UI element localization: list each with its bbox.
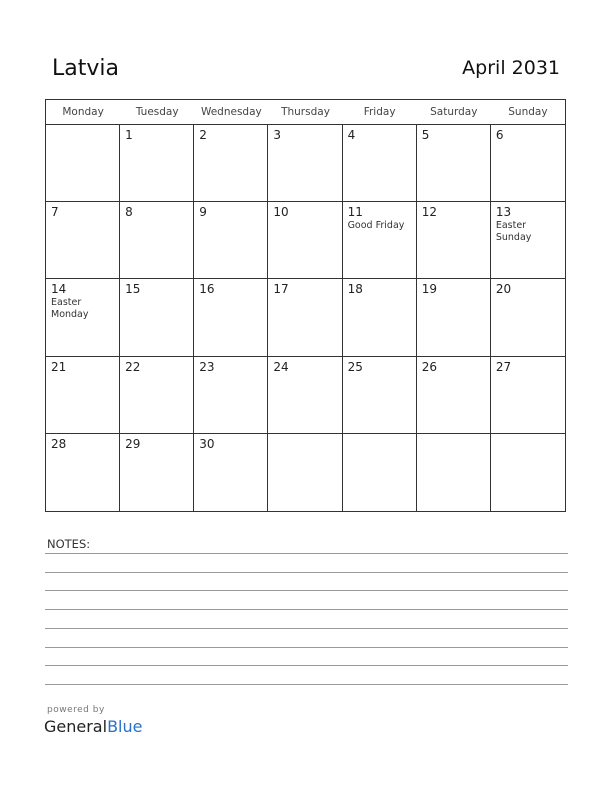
day-number: 2 [199,128,207,142]
day-number: 23 [199,359,215,374]
holiday-label: Monday [51,309,89,321]
note-line [45,590,568,591]
day-number: 9 [199,205,207,220]
note-line [45,553,568,554]
calendar-grid [45,99,566,512]
day-cell [46,357,120,433]
day-number: 30 [199,436,215,451]
note-line [45,665,568,666]
brand-general: General [44,717,108,736]
day-cell [194,434,268,511]
day-cell [120,202,194,278]
note-line [45,684,568,685]
day-cell [268,357,342,433]
day-cell [268,279,342,355]
day-number: 8 [125,205,133,220]
day-number: 24 [273,359,289,374]
dow-friday: Friday [363,106,396,118]
note-line [45,609,568,610]
note-line [45,572,568,573]
day-cell [417,434,491,511]
dow-wednesday: Wednesday [200,106,262,118]
day-number: 11 [347,205,363,220]
day-cell [120,434,194,511]
day-number: 29 [125,436,141,451]
day-number: 27 [495,359,512,374]
day-cell [491,202,565,278]
day-cell [194,202,268,278]
day-cell [46,279,120,355]
generalblue-logo [44,717,142,736]
day-cell [46,202,120,278]
day-cell [491,125,565,201]
header-month: April 2031 [462,57,560,79]
day-cell [120,125,194,201]
dow-sunday: Sunday [508,106,548,118]
day-number: 3 [273,128,282,142]
powered-by-text: powered by [47,705,105,715]
day-cell [268,125,342,201]
day-number: 19 [421,282,437,297]
day-cell [343,202,417,278]
brand-blue: Blue [107,717,143,736]
dow-saturday: Saturday [430,106,478,118]
day-cell [417,279,491,355]
holiday-label: Good Friday [347,220,405,232]
day-cell [46,125,120,201]
week-row [46,434,565,511]
day-number: 13 [495,205,512,220]
day-cell [46,434,120,511]
day-cell [268,202,342,278]
day-cell [120,279,194,355]
day-cell [194,125,268,201]
week-row [46,357,565,434]
day-number: 4 [347,128,356,142]
holiday-label: Sunday [495,232,532,244]
day-number: 26 [421,359,437,374]
week-row [46,202,565,279]
day-number: 21 [51,359,67,374]
day-cell [491,357,565,433]
day-cell [343,357,417,433]
holiday-label: Easter [495,220,527,232]
header-country: Latvia [52,56,119,81]
notes-label: NOTES: [47,537,91,551]
day-number: 15 [125,282,141,297]
note-line [45,628,568,629]
day-number: 1 [125,128,133,142]
day-cell [343,279,417,355]
day-cell [343,125,417,201]
day-number: 20 [495,282,512,297]
calendar-weeks [46,125,565,511]
day-number: 18 [347,282,363,297]
day-number: 25 [347,359,363,374]
week-row [46,279,565,356]
day-cell [417,202,491,278]
day-number: 7 [51,205,59,220]
day-number: 10 [273,205,289,220]
week-row [46,125,565,202]
note-line [45,647,568,648]
day-cell [194,279,268,355]
day-cell [194,357,268,433]
day-number: 17 [273,282,289,297]
day-cell [491,434,565,511]
dow-monday: Monday [62,106,104,118]
day-cell [417,125,491,201]
day-number: 12 [421,205,437,220]
day-cell [343,434,417,511]
day-cell [417,357,491,433]
day-number: 28 [51,436,67,451]
dow-thursday: Thursday [281,106,330,118]
day-cell [491,279,565,355]
day-number: 5 [421,128,430,142]
day-number: 14 [51,282,67,297]
day-number: 22 [125,359,141,374]
dow-tuesday: Tuesday [135,106,179,118]
day-cell [268,434,342,511]
day-number: 6 [495,128,504,142]
day-cell [120,357,194,433]
holiday-label: Easter [51,297,82,309]
day-of-week-header [46,100,565,125]
day-number: 16 [199,282,215,297]
